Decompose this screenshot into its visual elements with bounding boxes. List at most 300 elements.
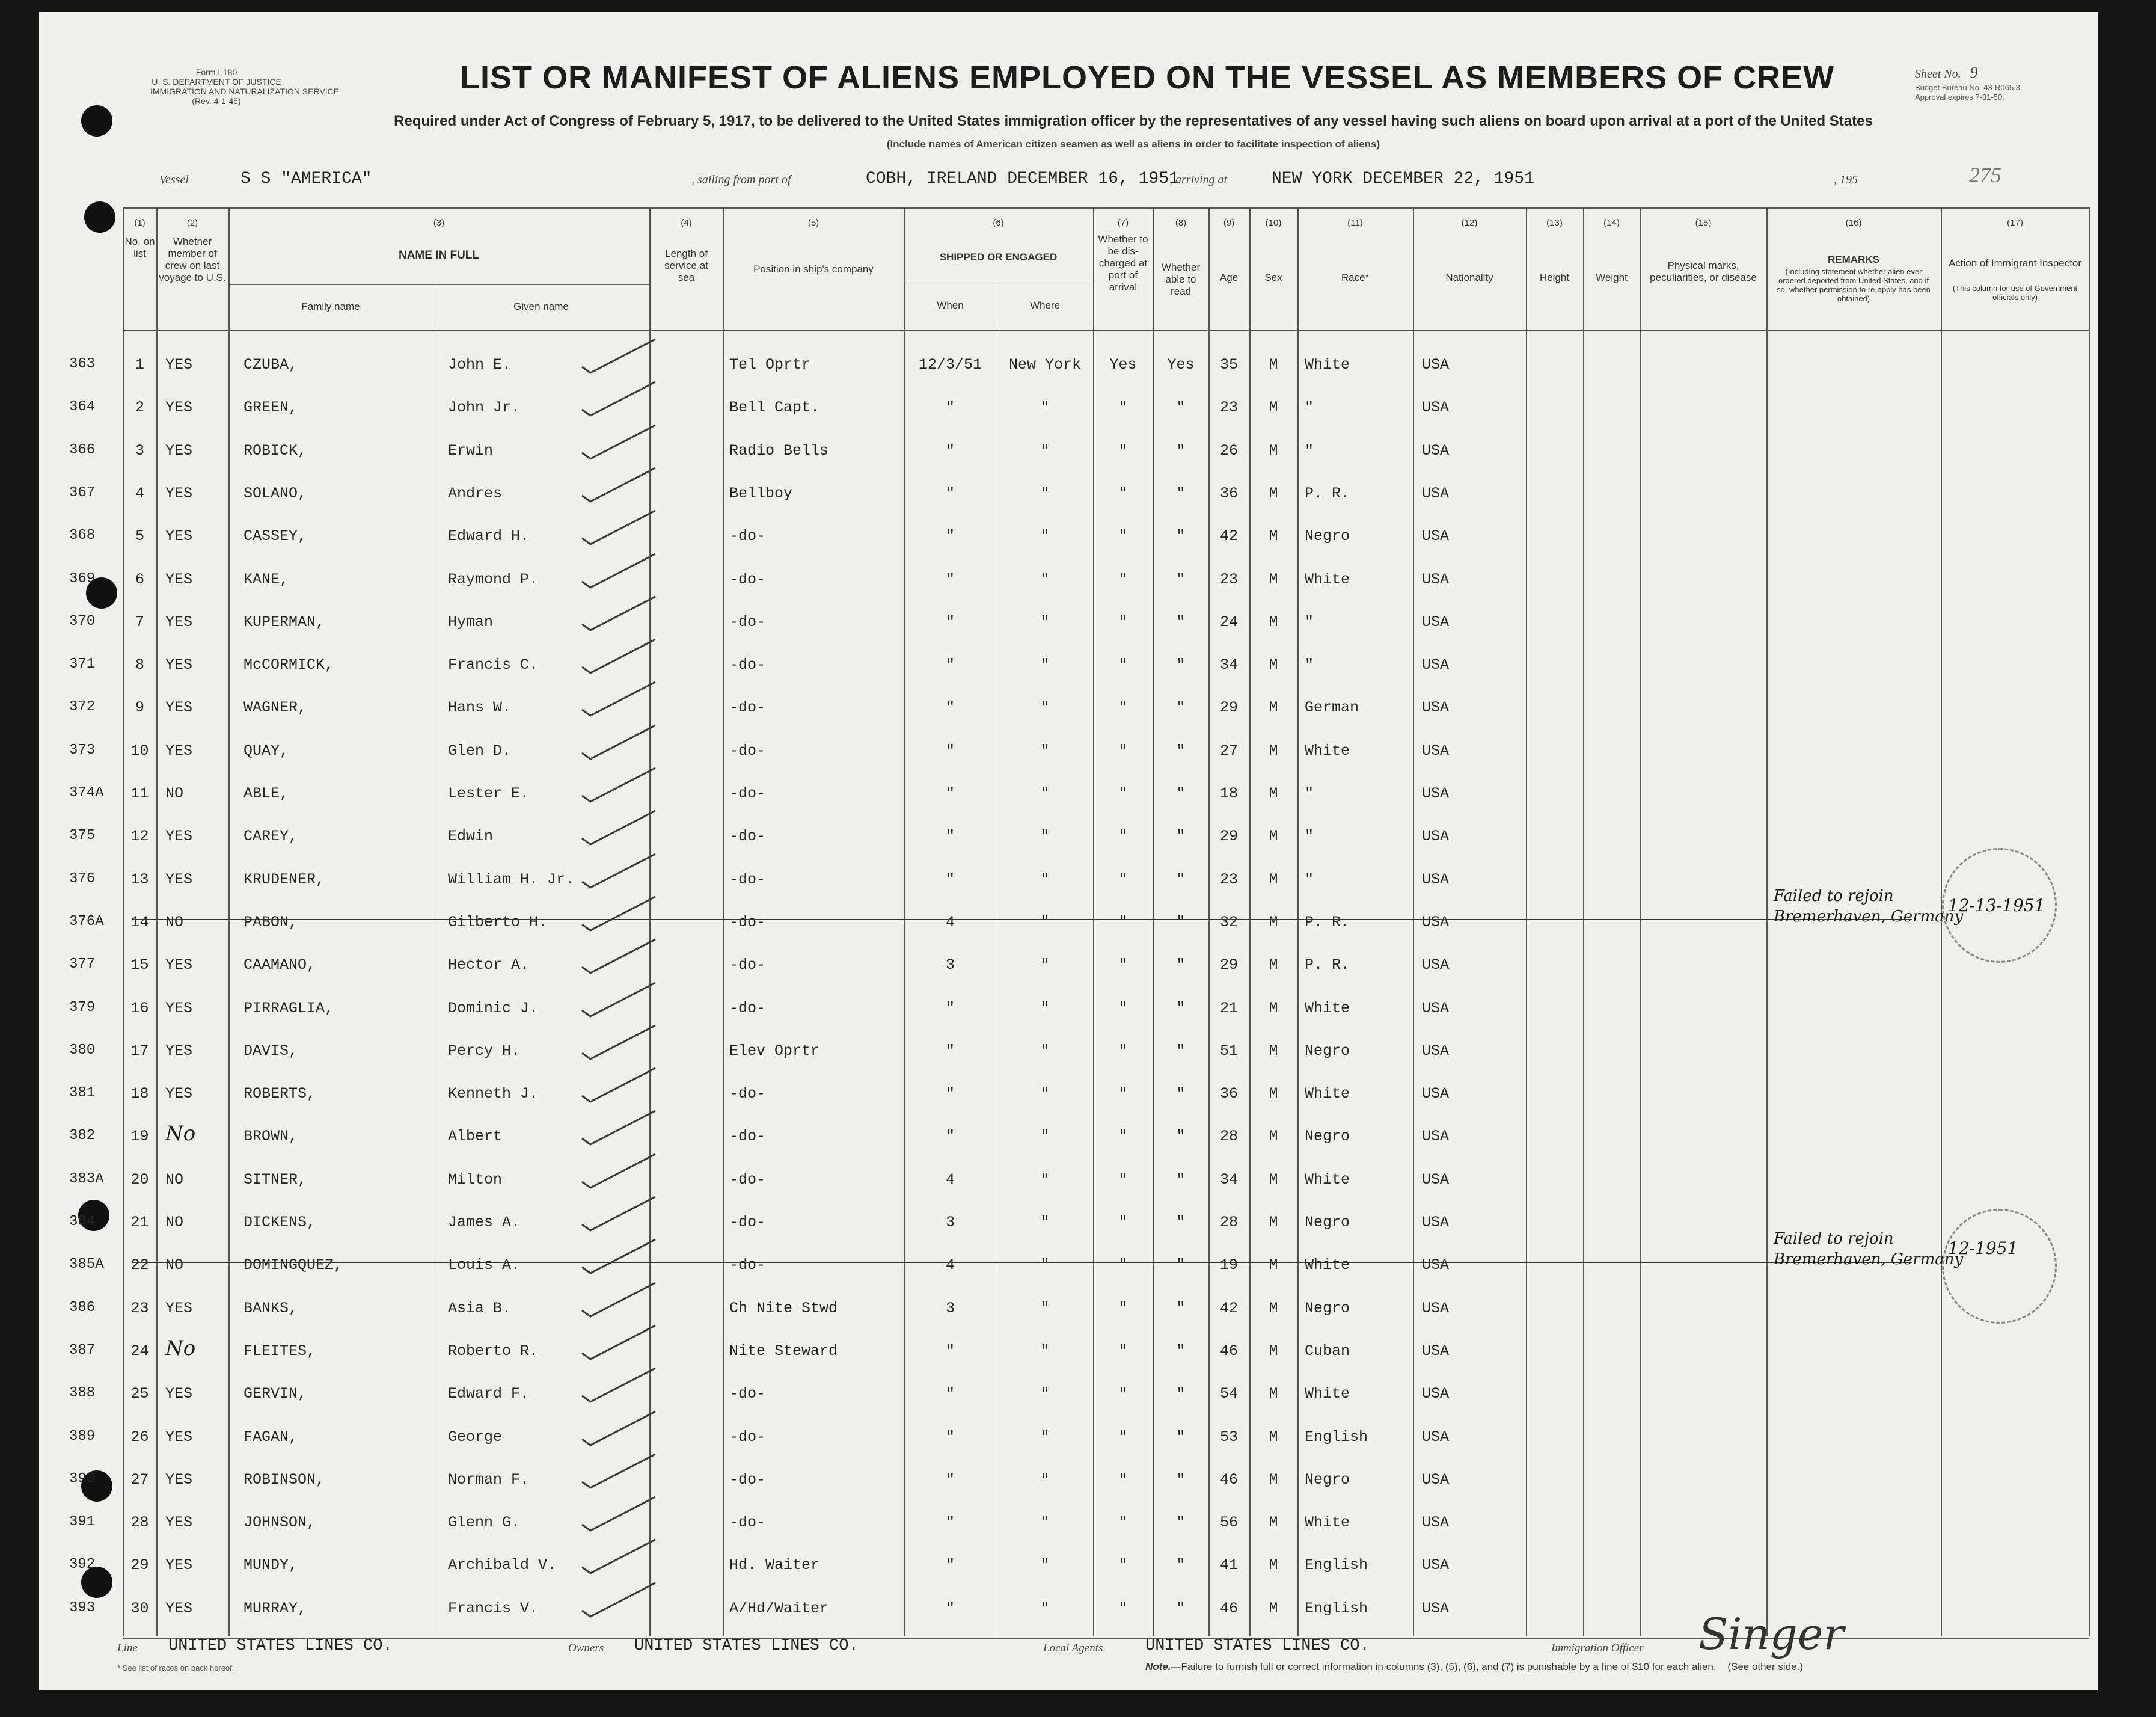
margin-number: 375 (69, 828, 96, 844)
sex: M (1269, 1214, 1278, 1231)
position: Hd. Waiter (729, 1556, 820, 1574)
sex: M (1269, 1256, 1278, 1274)
discharged: " (1118, 870, 1128, 888)
check-mark-icon (577, 1493, 661, 1541)
inspector-action-date: 12-1951 (1948, 1238, 2018, 1259)
service: IMMIGRATION AND NATURALIZATION SERVICE (150, 87, 339, 96)
sex: M (1269, 1342, 1278, 1360)
shipped-when: " (945, 1385, 955, 1403)
family-name: GERVIN, (243, 1385, 307, 1403)
where-header: Where (1029, 299, 1061, 311)
row-number: 9 (135, 699, 144, 717)
col-8-header: Whether able to read (1161, 262, 1201, 297)
position: Bellboy (729, 484, 793, 502)
shipped-when: " (945, 999, 955, 1017)
given-name: Raymond P. (448, 570, 539, 588)
shipped-when: 3 (945, 956, 955, 974)
table-row (39, 770, 2098, 813)
shipped-when: " (945, 1556, 955, 1574)
discharged: " (1118, 399, 1128, 417)
row-number: 21 (130, 1214, 149, 1231)
table-row (39, 728, 2098, 770)
col-13-number: (13) (1546, 218, 1563, 228)
shipped-where: " (1040, 742, 1050, 760)
shipped-where: " (1040, 1428, 1050, 1446)
given-name: Hector A. (448, 956, 530, 974)
race: White (1305, 1085, 1350, 1103)
margin-number: 363 (69, 356, 96, 372)
officer-label: Immigration Officer (1551, 1642, 1644, 1654)
check-mark-icon (577, 764, 661, 812)
margin-number: 371 (69, 656, 96, 673)
col-3-header: NAME IN FULL (398, 249, 480, 262)
table-row (39, 684, 2098, 727)
note-label: Note. (1145, 1661, 1171, 1672)
manifest-sheet (39, 12, 2098, 1690)
family-name: McCORMICK, (243, 656, 334, 674)
discharged: " (1118, 1385, 1128, 1403)
position: -do- (729, 1214, 766, 1231)
discharged: " (1118, 828, 1128, 846)
given-name: Archibald V. (448, 1556, 557, 1574)
sex: M (1269, 1599, 1278, 1617)
family-name: DAVIS, (243, 1042, 298, 1060)
position: -do- (729, 999, 766, 1017)
family-name: ROBINSON, (243, 1470, 325, 1488)
col-12-header: Nationality (1445, 272, 1493, 283)
table-row (39, 1113, 2098, 1156)
check-mark-icon (577, 1236, 661, 1284)
family-name: CASSEY, (243, 527, 307, 545)
age: 29 (1219, 699, 1238, 717)
able-to-read: " (1176, 1514, 1186, 1532)
agents-label: Local Agents (1043, 1642, 1103, 1654)
family-name: KANE, (243, 570, 289, 588)
col-2-number: (2) (186, 218, 198, 228)
shipped-when: " (945, 828, 955, 846)
remark-line: Failed to rejoin (1774, 1230, 1894, 1249)
family-name: CAREY, (243, 828, 298, 846)
position: Bell Capt. (729, 399, 820, 417)
discharged: " (1118, 1599, 1128, 1617)
margin-number: 393 (69, 1599, 96, 1616)
sex: M (1269, 527, 1278, 545)
col-10-header: Sex (1264, 272, 1282, 283)
remark-note (1774, 886, 1963, 927)
col-11-header: Race* (1341, 272, 1370, 283)
given-name: Edward F. (448, 1385, 530, 1403)
nationality: USA (1422, 956, 1450, 974)
margin-number: 381 (69, 1085, 96, 1102)
race: White (1305, 1385, 1350, 1403)
able-to-read: " (1176, 1599, 1186, 1617)
age: 26 (1219, 441, 1238, 459)
row-number: 24 (130, 1342, 149, 1360)
age: 35 (1219, 356, 1238, 373)
nationality: USA (1422, 613, 1450, 631)
shipped-where: " (1040, 441, 1050, 459)
family-name: MURRAY, (243, 1599, 307, 1617)
margin-number: 383A (69, 1170, 104, 1187)
crew-status: YES (165, 484, 193, 502)
able-to-read: " (1176, 1385, 1186, 1403)
shipped-when: 12/3/51 (918, 356, 982, 373)
position: -do- (729, 785, 766, 802)
nationality: USA (1422, 870, 1450, 888)
discharged: " (1118, 1042, 1128, 1060)
col-1-number: (1) (134, 218, 145, 228)
owners-value: UNITED STATES LINES CO. (634, 1637, 859, 1655)
given-name: Roberto R. (448, 1342, 539, 1360)
position: -do- (729, 1385, 766, 1403)
crew-status: YES (165, 1299, 193, 1317)
shipped-where: " (1040, 1128, 1050, 1146)
race: White (1305, 742, 1350, 760)
able-to-read: " (1176, 441, 1186, 459)
arriving-label: , arriving at (1169, 173, 1228, 186)
discharged: " (1118, 1170, 1128, 1188)
race: White (1305, 1514, 1350, 1532)
position: -do- (729, 870, 766, 888)
shipped-where: " (1040, 1256, 1050, 1274)
age: 18 (1219, 785, 1238, 802)
nationality: USA (1422, 828, 1450, 846)
row-number: 11 (130, 785, 149, 802)
crew-status: YES (165, 1470, 193, 1488)
race: P. R. (1305, 913, 1350, 931)
age: 34 (1219, 1170, 1238, 1188)
check-mark-icon (577, 1279, 661, 1327)
col-17-header: Action of Immigrant Inspector (1948, 257, 2082, 269)
given-name: Dominic J. (448, 999, 539, 1017)
race: P. R. (1305, 484, 1350, 502)
table-row (39, 813, 2098, 856)
shipped-when: " (945, 1128, 955, 1146)
able-to-read: " (1176, 570, 1186, 588)
position: Nite Steward (729, 1342, 838, 1360)
table-row (39, 1230, 2098, 1285)
family-name: ABLE, (243, 785, 289, 802)
family-name: CZUBA, (243, 356, 298, 373)
crew-status: YES (165, 527, 193, 545)
family-name-header: Family name (301, 301, 360, 312)
discharged: " (1118, 1514, 1128, 1532)
race: " (1305, 870, 1314, 888)
position: -do- (729, 613, 766, 631)
race: Negro (1305, 1299, 1350, 1317)
sex: M (1269, 1299, 1278, 1317)
given-name: George (448, 1428, 503, 1446)
position: -do- (729, 656, 766, 674)
crew-status: YES (165, 656, 193, 674)
position: -do- (729, 699, 766, 717)
header-bottom-border (123, 330, 2089, 331)
family-name: MUNDY, (243, 1556, 298, 1574)
age: 23 (1219, 570, 1238, 588)
department: U. S. DEPARTMENT OF JUSTICE (152, 77, 281, 87)
able-to-read: Yes (1167, 356, 1195, 373)
table-row (39, 470, 2098, 513)
sex: M (1269, 742, 1278, 760)
margin-number: 388 (69, 1385, 96, 1402)
sex: M (1269, 785, 1278, 802)
agents-value: UNITED STATES LINES CO. (1145, 1637, 1370, 1655)
given-name: Francis C. (448, 656, 539, 674)
crew-status: NO (165, 785, 184, 802)
family-name: GREEN, (243, 399, 298, 417)
remark-note (1774, 1229, 1963, 1270)
arriving-at: NEW YORK DECEMBER 22, 1951 (1272, 170, 1534, 188)
table-row (39, 599, 2098, 642)
able-to-read: " (1176, 1170, 1186, 1188)
row-number: 29 (130, 1556, 149, 1574)
sex: M (1269, 1514, 1278, 1532)
row-number: 17 (130, 1042, 149, 1060)
age: 34 (1219, 656, 1238, 674)
sex: M (1269, 828, 1278, 846)
shipped-when: " (945, 1470, 955, 1488)
age: 36 (1219, 484, 1238, 502)
sex: M (1269, 399, 1278, 417)
row-number: 26 (130, 1428, 149, 1446)
given-name: Edward H. (448, 527, 530, 545)
age: 51 (1219, 1042, 1238, 1060)
nationality: USA (1422, 527, 1450, 545)
able-to-read: " (1176, 1299, 1186, 1317)
shipped-where: " (1040, 613, 1050, 631)
shipped-where: " (1040, 999, 1050, 1017)
age: 42 (1219, 1299, 1238, 1317)
nationality: USA (1422, 1470, 1450, 1488)
shipped-where: " (1040, 956, 1050, 974)
age: 54 (1219, 1385, 1238, 1403)
line-value: UNITED STATES LINES CO. (168, 1637, 393, 1655)
discharged: Yes (1109, 356, 1137, 373)
given-name: Gilberto H. (448, 913, 548, 931)
margin-number: 382 (69, 1128, 96, 1144)
crew-status: YES (165, 1385, 193, 1403)
table-row (39, 1328, 2098, 1371)
age: 29 (1219, 828, 1238, 846)
family-name: CAAMANO, (243, 956, 316, 974)
row-number: 8 (135, 656, 144, 674)
sex: M (1269, 441, 1278, 459)
check-mark-icon (577, 936, 661, 984)
col-4-number: (4) (681, 218, 692, 228)
row-number: 19 (130, 1128, 149, 1146)
family-name: ROBICK, (243, 441, 307, 459)
note-text: —Failure to furnish full or correct information in columns (3), (5), (6), and (7) is punishable by a fine of $10 for each alien. (1171, 1661, 1717, 1672)
family-name: JOHNSON, (243, 1514, 316, 1532)
check-mark-icon (577, 593, 661, 641)
officer-signature: Singer (1698, 1609, 1844, 1659)
age: 32 (1219, 913, 1238, 931)
given-name: Kenneth J. (448, 1085, 539, 1103)
age: 56 (1219, 1514, 1238, 1532)
able-to-read: " (1176, 1428, 1186, 1446)
age: 42 (1219, 527, 1238, 545)
table-row (39, 1156, 2098, 1199)
margin-number: 376A (69, 913, 104, 930)
table-row (39, 985, 2098, 1028)
crew-status: YES (165, 399, 193, 417)
age: 28 (1219, 1128, 1238, 1146)
shipped-when: " (945, 1599, 955, 1617)
family-name: PABON, (243, 913, 298, 931)
able-to-read: " (1176, 785, 1186, 802)
crew-status: YES (165, 828, 193, 846)
able-to-read: " (1176, 699, 1186, 717)
family-name: PIRRAGLIA, (243, 999, 334, 1017)
sex: M (1269, 1085, 1278, 1103)
discharged: " (1118, 441, 1128, 459)
budget-bureau: Budget Bureau No. 43-R065.3. (1915, 83, 2023, 92)
margin-number: 376 (69, 870, 96, 887)
row-number: 7 (135, 613, 144, 631)
able-to-read: " (1176, 1556, 1186, 1574)
requirement-text: Required under Act of Congress of February 5, 1917, to be delivered to the United States immigration officer by the representatives of any vessel having such aliens on board upon arrival at a port of the United States (394, 113, 1873, 129)
sex: M (1269, 999, 1278, 1017)
crew-status: YES (165, 613, 193, 631)
able-to-read: " (1176, 999, 1186, 1017)
sex: M (1269, 1470, 1278, 1488)
crew-status: NO (165, 1214, 184, 1231)
year-label: , 195 (1834, 173, 1858, 186)
able-to-read: " (1176, 1470, 1186, 1488)
able-to-read: " (1176, 399, 1186, 417)
family-name: WAGNER, (243, 699, 307, 717)
sex: M (1269, 913, 1278, 931)
position: -do- (729, 828, 766, 846)
family-name: BANKS, (243, 1299, 298, 1317)
able-to-read: " (1176, 484, 1186, 502)
shipped-where: " (1040, 1470, 1050, 1488)
position: -do- (729, 742, 766, 760)
col-16-number: (16) (1845, 218, 1862, 228)
col-9-header: Age (1219, 272, 1239, 283)
margin-number: 392 (69, 1556, 96, 1573)
margin-number: 374A (69, 785, 104, 801)
given-name: John Jr. (448, 399, 521, 417)
check-mark-icon (577, 1579, 661, 1627)
shipped-when: 4 (945, 1170, 955, 1188)
race: " (1305, 399, 1314, 417)
given-name-header: Given name (513, 301, 569, 312)
able-to-read: " (1176, 1085, 1186, 1103)
able-to-read: " (1176, 1214, 1186, 1231)
race: Negro (1305, 1214, 1350, 1231)
able-to-read: " (1176, 1128, 1186, 1146)
race: Negro (1305, 1470, 1350, 1488)
shipped-where: " (1040, 656, 1050, 674)
check-mark-icon (577, 1451, 661, 1499)
discharged: " (1118, 956, 1128, 974)
shipped-where: " (1040, 1085, 1050, 1103)
race: White (1305, 356, 1350, 373)
given-name: Glenn G. (448, 1514, 521, 1532)
shipped-where: " (1040, 1214, 1050, 1231)
discharged: " (1118, 1342, 1128, 1360)
col-17-subheader: (This column for use of Government officials only) (1952, 284, 2078, 302)
nationality: USA (1422, 1085, 1450, 1103)
able-to-read: " (1176, 870, 1186, 888)
crew-status: YES (165, 356, 193, 373)
nationality: USA (1422, 1256, 1450, 1274)
official-stamp (1942, 1209, 2057, 1324)
vessel-label: Vessel (159, 173, 189, 186)
margin-number: 387 (69, 1342, 96, 1359)
shipped-where: " (1040, 399, 1050, 417)
crew-status: YES (165, 1514, 193, 1532)
discharged: " (1118, 1085, 1128, 1103)
sex: M (1269, 870, 1278, 888)
vessel-name: S S "AMERICA" (240, 170, 372, 188)
nationality: USA (1422, 356, 1450, 373)
family-name: FLEITES, (243, 1342, 316, 1360)
races-note: * See list of races on back hereof. (117, 1663, 234, 1672)
row-number: 14 (130, 913, 149, 931)
crew-status: YES (165, 1599, 193, 1617)
table-row (39, 1371, 2098, 1413)
margin-number: 373 (69, 742, 96, 758)
crew-status: YES (165, 999, 193, 1017)
race: White (1305, 1170, 1350, 1188)
able-to-read: " (1176, 956, 1186, 974)
table-row (39, 1028, 2098, 1070)
given-name: Glen D. (448, 742, 512, 760)
sex: M (1269, 1556, 1278, 1574)
check-mark-icon (577, 1150, 661, 1199)
row-number: 10 (130, 742, 149, 760)
position: -do- (729, 570, 766, 588)
sheet-number: 9 (1970, 64, 1978, 81)
given-name: Milton (448, 1170, 503, 1188)
row-number: 27 (130, 1470, 149, 1488)
col-1-header: No. on list (124, 236, 155, 259)
race: " (1305, 656, 1314, 674)
discharged: " (1118, 1470, 1128, 1488)
position: -do- (729, 956, 766, 974)
nationality: USA (1422, 1599, 1450, 1617)
table-row (39, 1499, 2098, 1542)
shipped-when: 4 (945, 913, 955, 931)
check-mark-icon (577, 1536, 661, 1584)
able-to-read: " (1176, 1342, 1186, 1360)
shipped-when: " (945, 742, 955, 760)
discharged: " (1118, 570, 1128, 588)
col-5-header: Position in ship's company (753, 263, 874, 275)
col-4-header: Length of service at sea (664, 248, 708, 283)
family-name: BROWN, (243, 1128, 298, 1146)
sex: M (1269, 699, 1278, 717)
margin-number: 390 (69, 1470, 96, 1487)
margin-number: 384 (69, 1214, 96, 1230)
given-name: John E. (448, 356, 512, 373)
check-mark-icon (577, 1365, 661, 1413)
discharged: " (1118, 742, 1128, 760)
crew-status: YES (165, 870, 193, 888)
col-10-number: (10) (1265, 218, 1282, 228)
col-13-header: Height (1539, 272, 1570, 283)
sex: M (1269, 356, 1278, 373)
table-row (39, 428, 2098, 470)
col-11-number: (11) (1347, 218, 1363, 228)
row-number: 25 (130, 1385, 149, 1403)
table-row (39, 642, 2098, 684)
col-7-header: Whether to be dis- charged at port of arrival (1098, 233, 1148, 293)
row-number: 6 (135, 570, 144, 588)
able-to-read: " (1176, 913, 1186, 931)
